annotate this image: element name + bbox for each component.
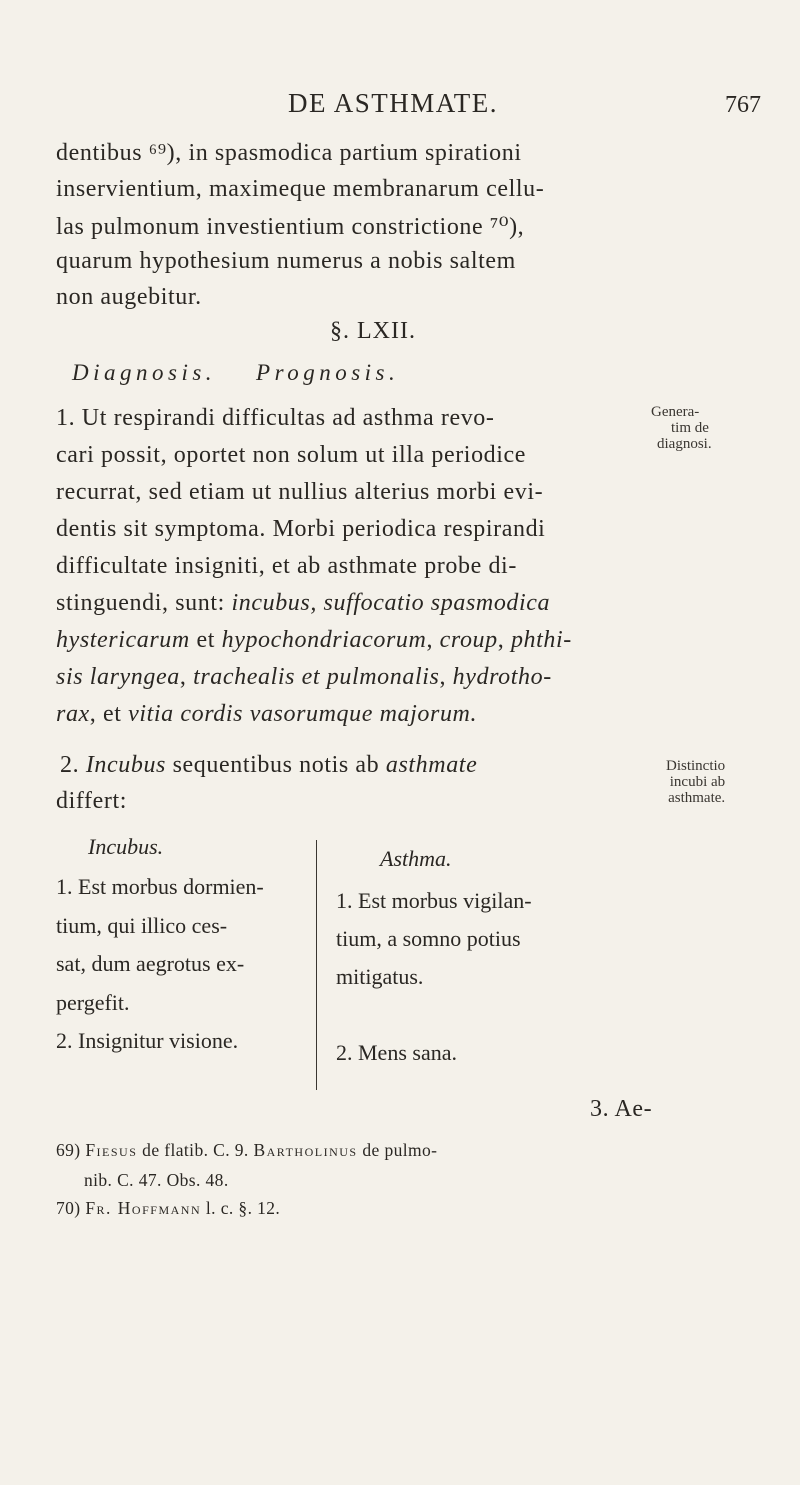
text-span: ,	[439, 664, 453, 690]
margin-note-line: Distinctio	[666, 758, 726, 774]
italic-span: hypochondriacorum	[221, 627, 427, 653]
asthma-column	[336, 882, 532, 1072]
margin-note-line: tim de	[671, 420, 709, 436]
italic-span: rax	[56, 701, 90, 727]
italic-span: Incubus	[85, 752, 166, 778]
text-span: et	[189, 627, 222, 653]
text-span: sequentibus notis ab	[166, 752, 386, 778]
column-title: Incubus.	[88, 834, 164, 859]
text-line: quarum hypothesium numerus a nobis saltem	[56, 248, 516, 274]
page-header	[0, 88, 800, 128]
text-line	[56, 627, 572, 654]
heading-prognosis: Prognosis.	[256, 360, 400, 385]
text-line: inservientium, maximeque membranarum cellu-	[56, 176, 545, 202]
column-line: tium, qui illico ces-	[56, 912, 228, 938]
incubus-column	[56, 868, 264, 1061]
column-line	[336, 996, 532, 1034]
italic-span: hystericarum	[56, 627, 190, 653]
column-line: 1. Est morbus dormien-	[56, 874, 264, 899]
footnote-70	[56, 1198, 280, 1219]
author-name: Bartholinus	[253, 1140, 358, 1160]
column-line: sat, dum aegrotus ex-	[56, 951, 245, 976]
footnote-69	[56, 1140, 437, 1161]
catchword: 3. Ae-	[590, 1096, 653, 1122]
text-line	[56, 664, 552, 691]
column-line: 2. Insignitur visione.	[56, 1028, 239, 1053]
text-line: differt:	[56, 788, 127, 814]
asthma-column-title	[380, 840, 452, 879]
text-line	[56, 590, 550, 617]
column-divider	[316, 840, 317, 1090]
text-line	[56, 701, 477, 728]
column-title: Asthma.	[380, 846, 452, 871]
text-line	[60, 752, 477, 779]
text-span: de pulmo-	[357, 1140, 438, 1160]
column-line: tium, a somno potius	[336, 926, 521, 951]
italic-span: vitia cordis vasorumque majorum.	[128, 701, 478, 727]
margin-note-genera	[651, 404, 712, 452]
column-line: 2. Mens sana.	[336, 1040, 457, 1065]
running-title: DE ASTHMATE.	[288, 88, 499, 118]
text-span: ,	[426, 627, 440, 653]
text-span: ,	[179, 664, 194, 690]
author-name: Fr. Hoffmann	[85, 1198, 202, 1218]
section-heading	[72, 360, 399, 386]
text-span: 2.	[60, 752, 86, 778]
section-number: §. LXII.	[330, 318, 416, 344]
incubus-column-title	[88, 828, 163, 867]
footnote-69-line2: nib. C. 47. Obs. 48.	[84, 1170, 229, 1190]
text-span: ,	[497, 627, 511, 653]
text-span: 69)	[56, 1140, 86, 1160]
margin-note-distinctio	[666, 758, 725, 806]
margin-note-line: diagnosi.	[657, 436, 712, 452]
text-line: non augebitur.	[56, 284, 202, 310]
italic-span: asthmate	[385, 752, 478, 778]
column-line: mitigatus.	[336, 964, 424, 989]
text-line: recurrat, sed etiam ut nullius alterius morbi evi-	[56, 479, 544, 505]
italic-span: phthi-	[510, 627, 572, 653]
margin-note-line: Genera-	[651, 404, 700, 420]
text-line: cari possit, oportet non solum ut illa periodice	[56, 442, 527, 468]
page-number: 767	[725, 92, 761, 118]
text-span: de flatib. C. 9.	[137, 1140, 254, 1160]
column-line: 1. Est morbus vigilan-	[336, 888, 532, 913]
italic-span: incubus, suffocatio spasmodica	[231, 590, 551, 616]
italic-span: croup	[439, 627, 498, 653]
italic-span: sis laryngea	[56, 664, 180, 690]
italic-span: trachealis et pulmonalis	[193, 664, 440, 690]
italic-span: hydrotho-	[452, 664, 552, 690]
text-span: , et	[89, 701, 129, 727]
text-line: dentis sit symptoma. Morbi periodica respirandi	[56, 516, 546, 542]
author-name: Fiesus	[85, 1140, 138, 1160]
column-line: pergefit.	[56, 989, 130, 1015]
text-line: las pulmonum investientium constrictione ⁷⁰),	[56, 214, 525, 240]
text-line: dentibus ⁶⁹), in spasmodica partium spirationi	[56, 140, 522, 166]
text-line: difficultate insigniti, et ab asthmate probe di-	[56, 553, 517, 579]
text-line: 1. Ut respirandi difficultas ad asthma revo-	[56, 405, 495, 431]
heading-diagnosis: Diagnosis.	[72, 360, 217, 385]
margin-note-line: incubi ab	[669, 774, 726, 790]
margin-note-line: asthmate.	[668, 790, 726, 806]
text-span: stinguendi, sunt:	[56, 590, 232, 616]
text-span: 70)	[56, 1198, 86, 1218]
text-span: l. c. §. 12.	[201, 1198, 281, 1218]
